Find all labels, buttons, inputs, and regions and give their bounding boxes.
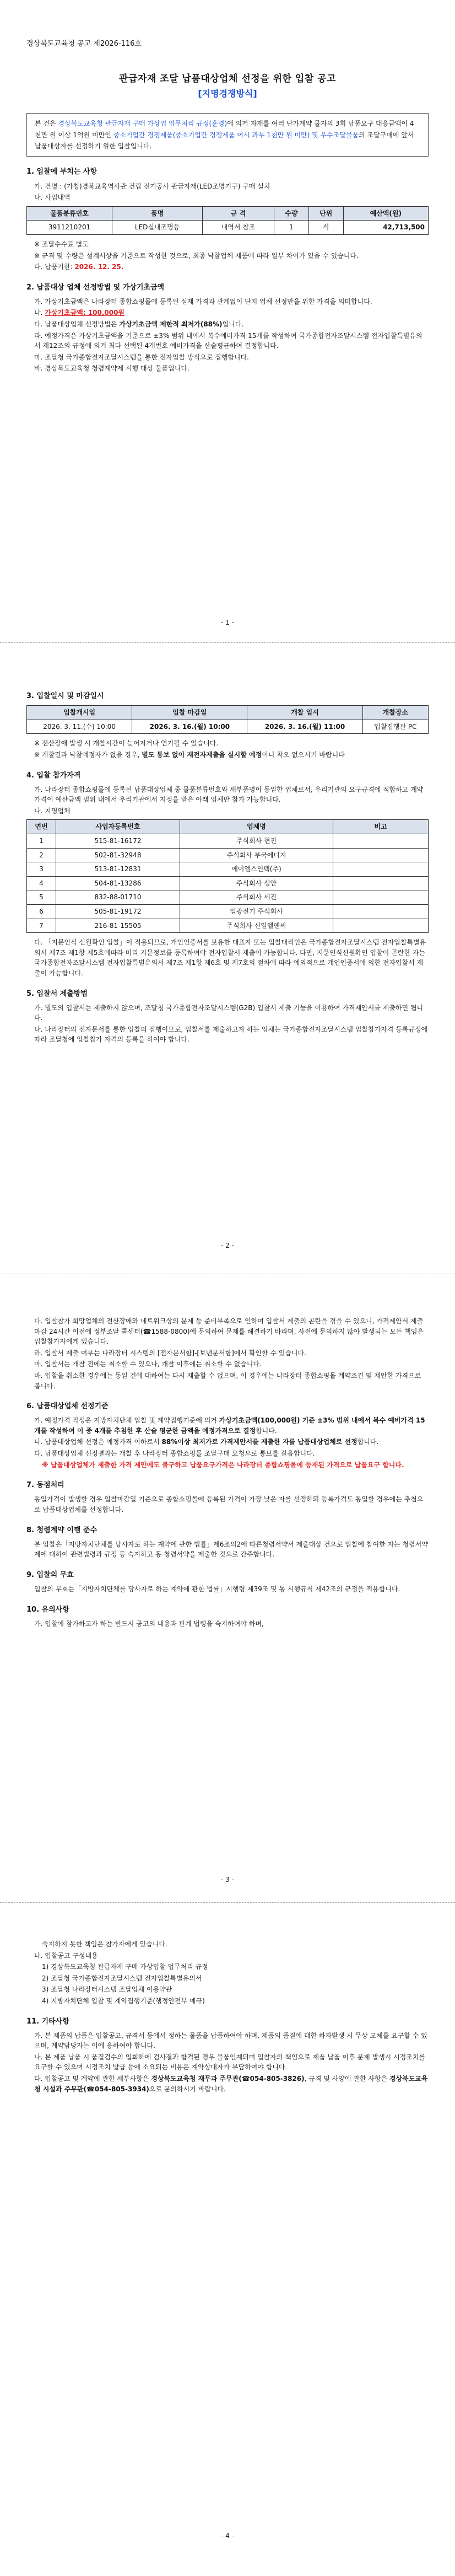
list-item: 4) 지방자치단체 입찰 및 계약집행기준(행정안전부 예규) [42, 1997, 205, 2005]
section-7-title: 7. 동점처리 [26, 1481, 64, 1490]
table-row: 2 502-81-32948 주식회사 부국에너지 [27, 848, 429, 862]
item-table: 물품분류번호 품명 규 격 수량 단위 예산액(원) 3911210201 LED실내조명등 내역서 참조 1 식 42,713,500 [26, 206, 429, 235]
page-subtitle: [지명경쟁방식] [198, 88, 257, 99]
section-5-title: 5. 입찰서 제출방법 [26, 989, 88, 998]
table-row: 7 216-81-15505 주식회사 신일엘앤씨 [27, 919, 429, 933]
list-item: 2) 조달청 국가종합전자조달시스템 전자입찰특별유의서 [42, 1974, 202, 1982]
page-number-2: - 2 - [221, 1242, 234, 1249]
company-table: 연번 사업자등록번호 업체명 비고 1 515-81-16172 주식회사 현진 2 502-81-32948 주식회사 부국에너지 3 513-81-12831 에이엘스인텍(주) 4 504-81-13286 주식회사 성안 5 832-88-01710 주식회사 세진 6 505-81-19172 일광전기 주식회사 7 216-81-15505 주식회사 신일엘앤씨 [26, 819, 429, 933]
notice-box: 본 건은 경상북도교육청 관급자재 구매 가상업 업무처리 규정(훈령)에 의거 자재를 여러 단가계약 물자의 3회 납품요구 대응금액이 4천만 원 이상 1억원 미만인 중소기업간 경쟁제품(중소기업간 경쟁제품 여시 과부 1천만 원 미만) 및 우수조달물품의 조달구매에 앞서 납품대상자를 선정하기 위한 입찰입니다. [26, 113, 429, 157]
page-divider [0, 1902, 455, 1903]
section-11-title: 11. 기타사항 [26, 2017, 69, 2026]
section-9-title: 9. 입찰의 무효 [26, 1570, 74, 1579]
table-row: 4 504-81-13286 주식회사 성안 [27, 876, 429, 890]
list-item: 3) 조달청 나라장터시스템 조달업체 이용약관 [42, 1985, 172, 1994]
page-1: 경상북도교육청 공고 제2026-116호 관급자재 조달 납품대상업체 선정을 위한 입찰 공고 [지명경쟁방식] 본 건은 경상북도교육청 관급자재 구매 가상업 업무처리 규정(훈령)에 의거 자재를 여러 단가계약 물자의 3회 납품요구 대응금액이 4천만 원 이상 1억원 미만인 중소기업간 경쟁제품(중소기업간 경쟁제품 여시 과부 1천만 원 미만) 및 우수조달물품의 조달구매에 앞서 납품대상자를 선정하기 위한 입찰입니다. 1. 입찰에 부치는 사항 가. 건명 : (가칭)경북교육역사관 건립 전기공사 관급자재(LED조명기구) 구매 설치 나. 사업내역 물품분류번호 품명 규 격 수량 단위 예산액(원) 3911210201 LED실내조명등 내역서 참조 1 식 42,713,500 ※ 조달수수료 별도 ※ 규격 및 수량은 설계서상을 기준으로 작성한 것으로, 최종 낙찰업체 제품에 따라 일부 차이가 있을 수 있습니다. 다. 납품기한: 2026. 12. 25. 2. 납품대상 업체 선정방법 및 가상기초금액 가. 가상기초금액은 나라장터 종합쇼핑몰에 등록된 실제 가격과 관계없이 단지 업체 선정만을 위한 가격을 의미합니다. 나. 가상기초금액: 100,000원 다. 납품대상업체 선정방법은 가상기초금액 제한적 최저가(88%)입니다. 라. 예정가격은 가상기초금액을 기준으로 ±3% 범위 내에서 복수예비가격 15개를 작성하여 국가종합전자조달시스템 전자입찰특별유의서 제12조의 규정에 의거 최다 선택된 4개번호 예비가격을 산술평균하여 결정합니다. 마. 조달청 국가종합전자조달시스템을 통한 전자입찰 방식으로 집행합니다. 바. 경상북도교육청 청렴계약제 시행 대상 물품입니다. [0, 39, 455, 375]
page-number-4: - 4 - [221, 2532, 234, 2540]
table-row: 6 505-81-19172 일광전기 주식회사 [27, 905, 429, 919]
section-1-title: 1. 입찰에 부치는 사항 [26, 168, 98, 176]
page-divider [0, 642, 455, 643]
section-3-title: 3. 입찰일시 및 마감일시 [26, 692, 104, 700]
table-row: 3911210201 LED실내조명등 내역서 참조 1 식 42,713,500 [27, 221, 429, 235]
page-2: 3. 입찰일시 및 마감일시 입찰개시일 입찰 마감일 개찰 일시 개찰장소 2026. 3. 11.(수) 10:00 2026. 3. 16.(월) 10:00 2026. 3. 16.(월) 11:00 입찰집행관 PC ※ 전산장애 발생 시 개찰시간이 늦어지거나 연기될 수 있습니다. ※ 개찰결과 낙찰예정자가 없을 경우, 별도 통보 없이 재전자제출을 실시할 예정이니 착오 없으시기 바랍니다 4. 입찰 참가자격 가. 나라장터 종합쇼핑몰에 등록된 납품대상업체 중 물품분류번호와 세부품명이 동일한 업체로서, 우리기관의 요구규격에 적합하고 계약가격이 예산금액 범위 내에서 우리기관에서 지정을 받은 아래 업체만 참가 가능합니다. 나. 지명업체 연번 사업자등록번호 업체명 비고 1 515-81-16172 주식회사 현진 2 502-81-32948 주식회사 부국에너지 3 513-81-12831 에이엘스인텍(주) 4 504-81-13286 주식회사 성안 5 832-88-01710 주식회사 세진 6 505-81-19172 일광전기 주식회사 7 216-81-15505 주식회사 신일엘앤씨 다. 「지문인식 신원확인 입찰」이 적용되므로, 개인인증서를 보유한 대표자 또는 입찰대리인은 국가종합전자조달시스템 전자입찰특별유의서 제7조 제1항 제5호에따라 미리 지문정보를 등록하여야 전자입찰서 제출이 가능합니다. 다만, 지문인식신원확인 입찰이 곤란한 자는 국가종합전자조달시스템 전자입찰특별유의서 제7조 제1항 제6호 및 제7호의 절차에 따라 예외적으로 개인인증서에 의한 전자입찰서 제출이 가능합니다. 5. 입찰서 제출방법 가. 별도의 입찰서는 제출하지 않으며, 조달청 국가종합전자조달시스템(G2B) 입찰서 제출 기능을 이용하여 가격제안서를 제출하면 됩니다. 나. 나라장터의 전자문서를 통한 입찰의 집행이므로, 입찰서를 제출하고자 하는 업체는 국가종합전자조달시스템 입찰참가자격 등록규정에 따라 조달청에 입찰참가 자격의 등록을 하여야 합니다. [26, 692, 428, 1044]
notice-number: 경상북도교육청 공고 제2026-116호 [26, 40, 142, 48]
section-2-title: 2. 납품대상 업체 선정방법 및 가상기초금액 [26, 283, 165, 292]
table-row: 2026. 3. 11.(수) 10:00 2026. 3. 16.(월) 10:00 2026. 3. 16.(월) 11:00 입찰집행관 PC [27, 720, 429, 734]
table-row: 3 513-81-12831 에이엘스인텍(주) [27, 862, 429, 877]
section-8-title: 8. 청렴계약 이행 준수 [26, 1526, 98, 1534]
schedule-table: 입찰개시일 입찰 마감일 개찰 일시 개찰장소 2026. 3. 11.(수) 10:00 2026. 3. 16.(월) 10:00 2026. 3. 16.(월) 11:00 입찰집행관 PC [26, 705, 429, 734]
page-number-1: - 1 - [221, 619, 234, 626]
table-row: 1 515-81-16172 주식회사 현진 [27, 834, 429, 849]
page-4: 숙지하지 못한 책임은 참가자에게 있습니다. 나. 입찰공고 구성내용 1) 경상북도교육청 관급자재 구매 가상입찰 업무처리 규정 2) 조달청 국가종합전자조달시스템 전자입찰특별유의서 3) 조달청 나라장터시스템 조달업체 이용약관 4) 지방자치단체 입찰 및 계약집행기준(행정안전부 예규) 11. 기타사항 가. 본 제품의 납품은 입찰공고, 규격서 등에서 정하는 물품을 납품하여야 하며, 제품의 품질에 대한 하자발생 시 무상 교체를 요구할 수 있으며, 계약담당자는 이에 응하여야 합니다. 나. 본 제품 납품 시 품질검수의 입회하에 검사결과 합격된 경우 물품인계되며 입찰자의 책임으로 제품 납품 이후 문제 발생시 시정조치를 요구할 수 있으며 시정조치 발급 등에 소요되는 비용은 계약상대자가 부담하여야 합니다. 다. 입찰공고 및 계약에 관한 세부사항은 경상북도교육청 재무과 주무관(☎054-805-3826), 규격 및 사양에 관한 사항은 경상북도교육청 시설과 주무관(☎054-805-3934)으로 문의하시기 바랍니다. [26, 1940, 428, 2093]
section-6-title: 6. 납품대상업체 선정기준 [26, 1402, 109, 1411]
section-10-title: 10. 유의사항 [26, 1605, 69, 1614]
section-4-title: 4. 입찰 참가자격 [26, 771, 81, 780]
list-item: 1) 경상북도교육청 관급자재 구매 가상입찰 업무처리 규정 [42, 1963, 208, 1971]
page-number-3: - 3 - [221, 1876, 234, 1883]
table-row: 5 832-88-01710 주식회사 세진 [27, 890, 429, 905]
page-title: 관급자재 조달 납품대상업체 선정을 위한 입찰 공고 [119, 73, 336, 85]
page-3: 다. 입찰참가 희망업체의 전산장애와 네트워크상의 문제 등 준비부족으로 인하여 입찰서 제출의 곤란을 겪을 수 있으니, 가격제안서 제출 마감 24시간 이전에 정부조달 콜센터(☎1588-0800)에 문의하여 문제를 해결하기 바라며, 사전에 문의하지 않아 발생되는 모든 책임은 입찰참가자에게 있습니다. 라. 입찰서 제출 여부는 나라장터 시스템의 [전자문서함]-[보낸문서함]에서 확인할 수 있습니다. 마. 입찰서는 개찰 전에는 취소할 수 있으나, 개찰 이후에는 취소할 수 없습니다. 바. 입찰을 취소한 경우에는 동일 건에 대하여는 다시 제출할 수 없으며, 이 경우에는 나라장터 종합쇼핑몰 계약조건 및 제안한 가격으로 봅니다. 6. 납품대상업체 선정기준 가. 예정가격 작성은 지방자치단체 입찰 및 계약집행기준에 의거 가상기초금액(100,000원) 기준 ±3% 범위 내에서 복수 예비가격 15개를 작성하여 이 중 4개를 추첨한 후 산술 평균한 금액을 예정가격으로 결정합니다. 나. 납품대상업체 선정은 예정가격 이하로서 88%이상 최저가로 가격제안서를 제출한 자를 납품대상업체로 선정합니다. 다. 납품대상업체 선정결과는 개찰 후 나라장터 종합쇼핑몰 조달구매 요청으로 통보를 갈음합니다. ※ 납품대상업체가 제출한 가격 제안에도 불구하고 납품요구가격은 나라장터 종합쇼핑몰에 등재된 가격으로 납품요구 합니다. 7. 동점처리 동일가격이 발생할 경우 입찰마감일 기준으로 종합쇼핑몰에 등록된 가격이 가장 낮은 자를 선정하되 등록가격도 동일할 경우에는 추첨으로 납품대상업체를 선정합니다. 8. 청렴계약 이행 준수 본 입찰은「지방자치단체를 당사자로 하는 계약에 관한 법률」제6조의2에 따른청렴서약서 제출대상 건으로 입찰에 참여한 자는 청렴서약제에 대하여 관련법령과 규정 등 숙지하고 동 청렴서약을 제출한 것으로 간주합니다. 9. 입찰의 무효 입찰의 무효는「지방자치단체를 당사자로 하는 계약에 관한 법률」시행령 제39조 및 동 시행규칙 제42조의 규정을 적용합니다. 10. 유의사항 가. 입찰에 참가하고자 하는 반드시 공고의 내용과 관계 법령을 숙지하여야 하며, [26, 1317, 428, 1628]
warning-text: ※ 납품대상업체가 제출한 가격 제안에도 불구하고 납품요구가격은 나라장터 종합쇼핑몰에 등재된 가격으로 납품요구 합니다. [42, 1461, 404, 1469]
